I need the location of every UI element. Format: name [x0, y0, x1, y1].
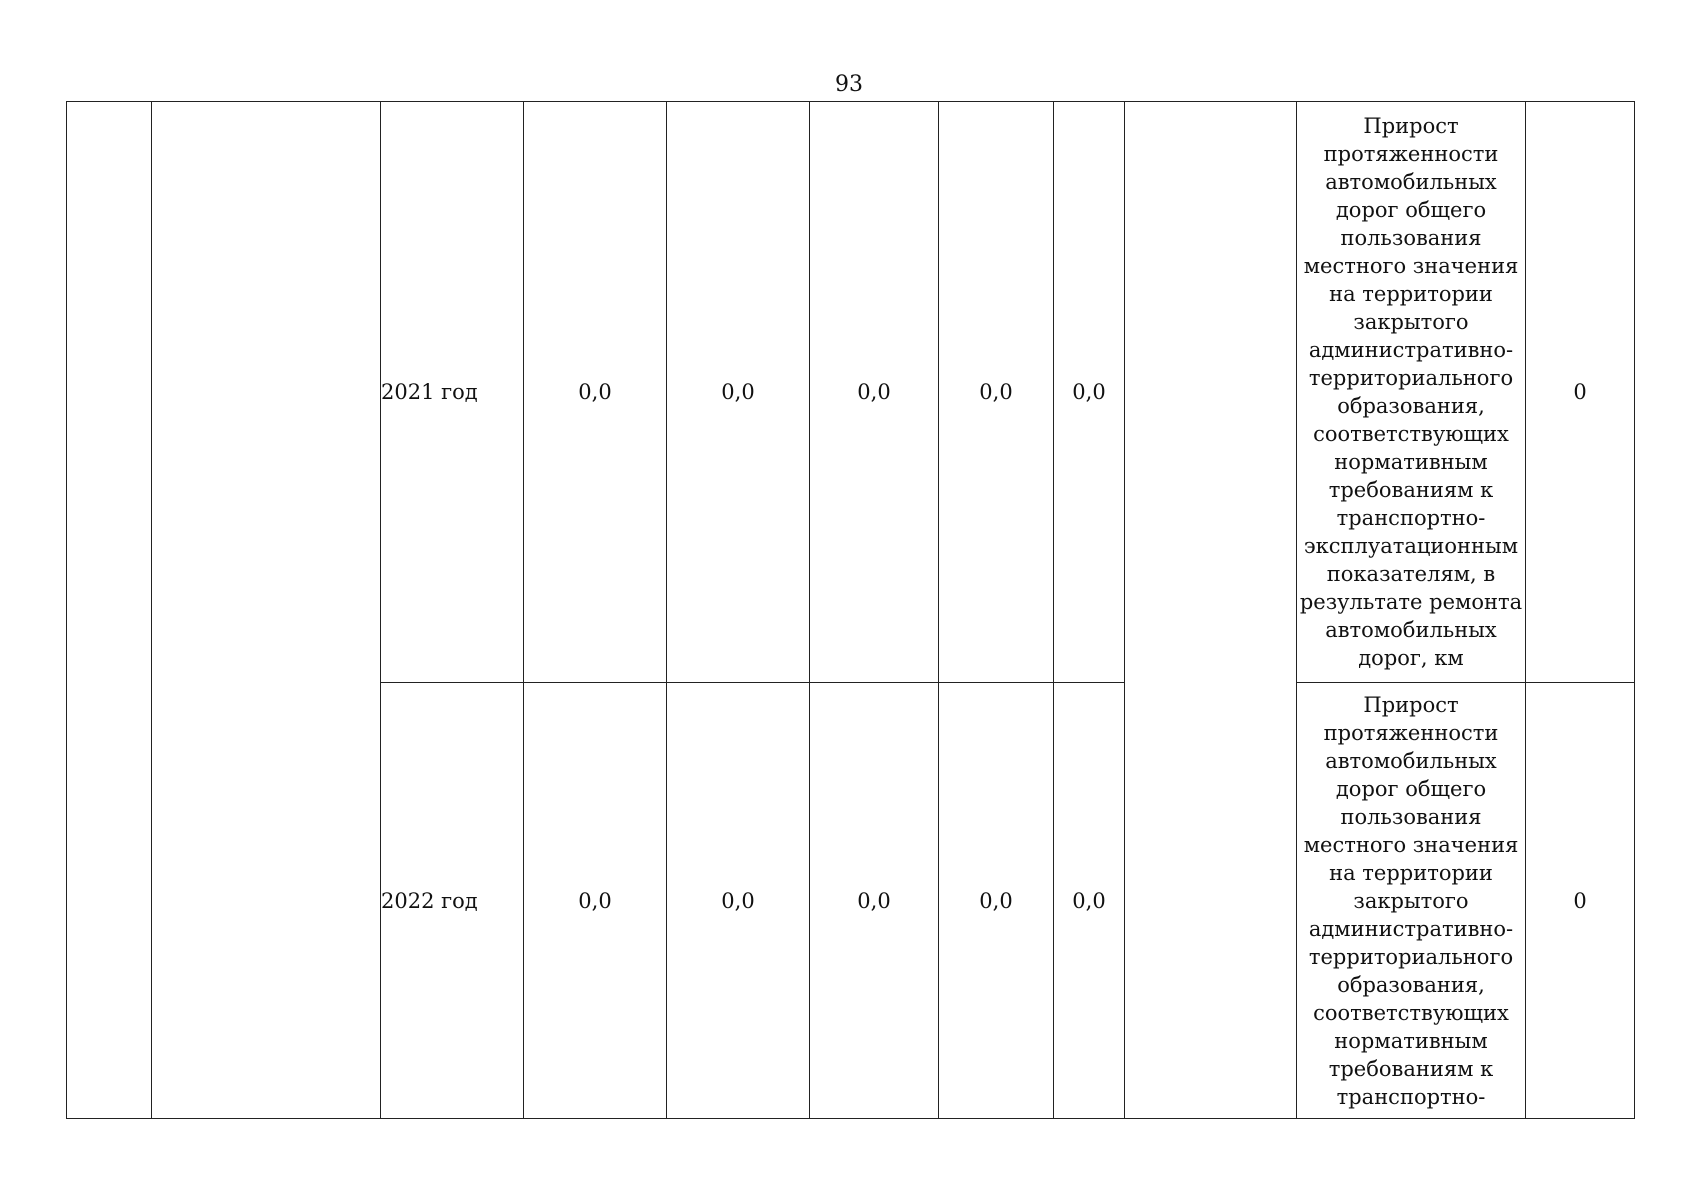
value-cell: 0,0 — [667, 683, 810, 1119]
table-row — [67, 102, 1635, 683]
value-cell: 0,0 — [939, 102, 1054, 683]
program-table — [66, 101, 1635, 1119]
indicator-text: Прирост протяженности автомобильных дорог общего пользования местного значения на территории закрытого административно- территориального образования, соответствующих нормативным требованиям к транспортно- — [1303, 692, 1519, 1109]
value-cell: 0,0 — [524, 683, 667, 1119]
indicator-value-cell: 0 — [1526, 683, 1635, 1119]
value-cell: 0,0 — [1054, 683, 1125, 1119]
number-cell — [67, 102, 152, 1119]
value-cell: 0,0 — [810, 102, 939, 683]
indicator-cell — [1297, 102, 1526, 683]
page-number: 93 — [835, 72, 863, 97]
value-cell: 0,0 — [939, 683, 1054, 1119]
executor-cell — [1125, 102, 1297, 1119]
name-cell — [152, 102, 381, 1119]
year-cell: 2021 год — [381, 102, 524, 683]
indicator-value-cell: 0 — [1526, 102, 1635, 683]
indicator-cell — [1297, 683, 1526, 1119]
value-cell: 0,0 — [1054, 102, 1125, 683]
year-cell: 2022 год — [381, 683, 524, 1119]
indicator-text: Прирост протяженности автомобильных дорог общего пользования местного значения на территории закрытого административно- территориального образования, соответствующих нормативным требованиям к транспортно- эксплуатационным показателям, в результате ремонта автомобильных дорог, км — [1299, 114, 1523, 671]
value-cell: 0,0 — [810, 683, 939, 1119]
value-cell: 0,0 — [667, 102, 810, 683]
value-cell: 0,0 — [524, 102, 667, 683]
